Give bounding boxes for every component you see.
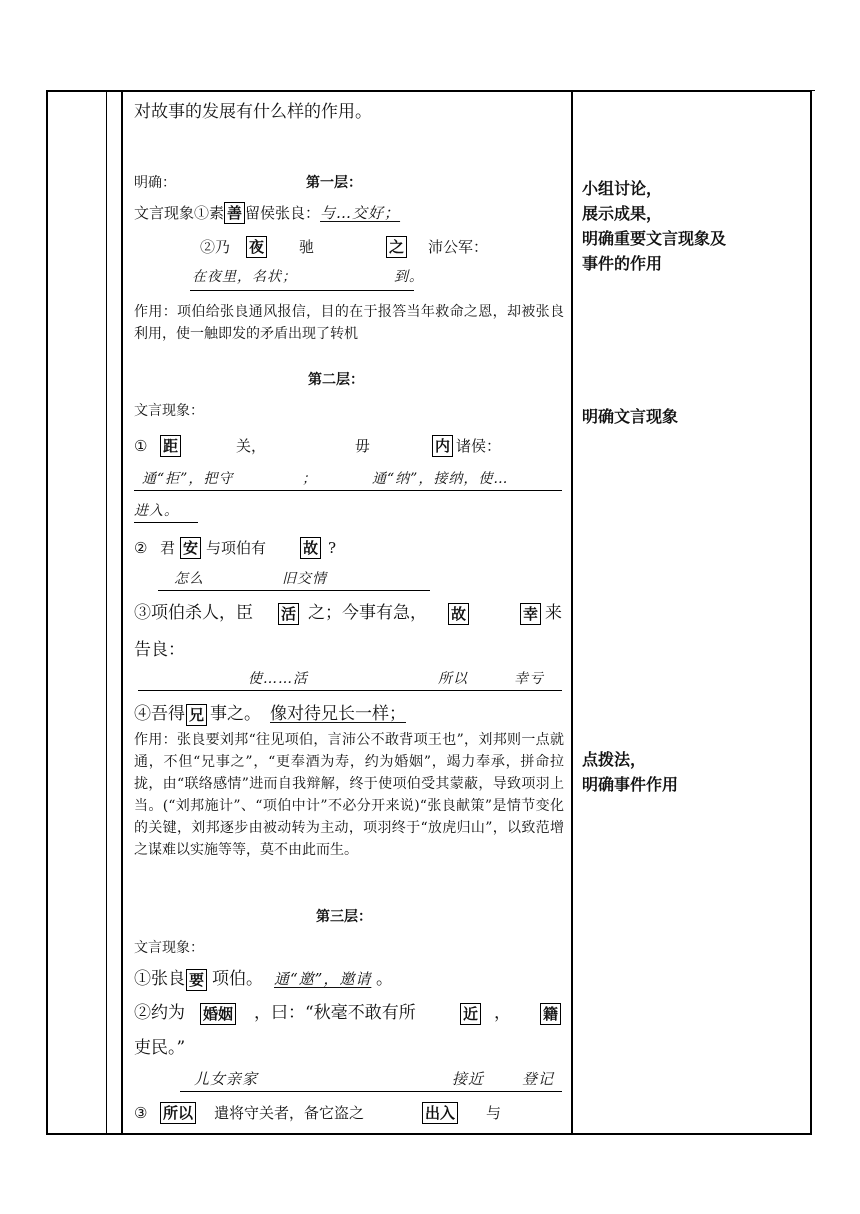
l2-q2-text3: ? [328,539,337,557]
note3-line2: 明确事件作用 [582,775,679,794]
layer3-label: 文言现象： [134,940,204,956]
l3-q1-end: 。 [376,969,393,989]
mingque-label: 明确： [134,175,176,191]
note-clarify-phenomena: 明确文言现象 [582,407,679,426]
l1-item2-post: 沛公军： [428,238,489,256]
l2-q3-text3: 来 [545,603,562,623]
boxed-word-churu: 出入 [422,1102,458,1124]
l2-q1-text1: 关， [236,437,267,455]
table-left-border [46,90,48,1135]
l1-item2-answer2: 到。 [394,269,424,285]
boxed-word-na: 内 [432,435,453,457]
l2-q4-text2: 事之。 [210,704,261,724]
l2-q1-answer3: 通“纳”，接纳，使… [372,471,509,487]
l3-q3-text2: 与 [486,1104,502,1122]
l2-q1-num: ① [134,437,148,455]
table-right-border [810,90,812,1135]
l2-q1-text2: 毋 [355,437,371,455]
l3-q1-text2: 项伯。 [212,969,263,989]
boxed-word-ye: 夜 [246,236,267,258]
boxed-word-hunyin: 婚姻 [200,1003,236,1025]
boxed-word-gu: 故 [300,537,321,559]
l2-q3-answer1: 使……活 [248,671,308,687]
l2-q2-answer2: 旧交情 [282,571,327,587]
layer2-effect: 作用：张良要刘邦“往见项伯，言沛公不敢背项王也”，刘邦则一点就通，不但“兄事之”，“更奉酒为寿，约为婚姻”，竭力奉承，拼命拉拢，由“联络感情”进而自我辩解，终于使项伯受其蒙蔽，导致项羽上当。(“刘邦施计”、“项伯中计”不必分开来说)“张良献策”是情节变化的关键，刘邦逐步由被动转为主动，项羽终于“放虎归山”，以致范增之谋难以实施等等，莫不由此而生。 [134,732,564,858]
l3-q2-text1: ②约为 [134,1003,185,1023]
note1-line2: 展示成果， [582,204,663,223]
l2-q1-text3: 诸侯： [456,437,502,455]
l2-q3-underline [138,690,562,691]
l3-q2-box1-wrap [200,1003,236,1025]
boxed-word-suoyi: 所以 [160,1102,196,1124]
l1-item2-num: ②乃 [200,238,231,256]
l3-q1-box-wrap [186,969,207,991]
l2-q4-text1: ④吾得 [134,704,185,724]
boxed-word-gu2: 故 [448,603,469,625]
l3-q3-text1: 遣将守关者，备它盗之 [214,1104,365,1122]
note-group-discussion [582,176,804,276]
note1-line1: 小组讨论， [582,179,663,198]
l2-q1-underline2 [134,522,198,523]
note3-line1: 点拨法， [582,750,647,769]
l3-q2-box3-wrap [540,1003,561,1025]
l1-item1-answer: 与…交好； [320,204,401,222]
boxed-word-yao: 要 [186,969,207,991]
boxed-word-huo: 活 [278,603,299,625]
l2-q2-num: ② [134,539,148,557]
table-col2-divider [121,90,123,1135]
intro-text: 对故事的发展有什么样的作用。 [134,102,372,122]
layer2-title: 第二层： [308,372,364,388]
l1-item2-mid: 驰 [299,238,315,256]
boxed-word-jin: 近 [460,1003,481,1025]
l2-q3-box1-wrap [278,603,299,625]
l2-q1-answer2: ； [302,471,317,487]
l2-q4-answer: 像对待兄长一样； [270,704,406,724]
l1-item2-box1-wrap [246,236,267,258]
note1-line4: 事件的作用 [582,254,663,273]
l3-q1-text1: ①张良 [134,969,185,989]
layer1-effect: 作用：项伯给张良通风报信，目的在于报答当年救命之恩，却被张良利用，使一触即发的矛盾出现了转机 [134,304,564,342]
l3-q3-box2-wrap [422,1102,458,1124]
l3-q3-box1-wrap [160,1102,196,1124]
l2-q1-box1-wrap [160,435,181,457]
l1-answer-underline [190,290,414,291]
l1-item2-box2-wrap [386,236,407,258]
l2-q1-answer1: 通“拒”，把守 [142,471,234,487]
note-guidance [582,747,678,797]
boxed-word-shan: 善 [224,202,245,224]
l3-q2-text2: ，曰：“秋毫不敢有所 [254,1003,416,1023]
l2-q2-underline [158,590,430,591]
table-top-border [46,90,811,92]
l2-q4-box-wrap [186,704,207,726]
note1-line3: 明确重要文言现象及 [582,229,727,248]
layer1-title: 第一层： [306,175,362,191]
l2-q2-text2: 与项伯有 [206,539,267,557]
layer2-label: 文言现象： [134,403,204,419]
layer1-item1 [134,202,400,224]
l3-q2-box2-wrap [460,1003,481,1025]
boxed-word-xiong: 兄 [186,704,207,726]
l3-q2-answer2: 接近 [452,1070,485,1088]
l2-q3-answer2: 所以 [438,671,468,687]
l2-q3-answer3: 幸亏 [514,671,544,687]
l3-q2-text3: ， [494,1003,511,1023]
l2-q3-text4: 告良： [134,640,185,660]
l3-q3-num: ③ [134,1104,148,1122]
boxed-word-ju: 距 [160,435,181,457]
table-col3-divider [571,90,573,1135]
l3-q2-underline [180,1091,562,1092]
boxed-word-xing: 幸 [520,603,541,625]
l1-item1-post: 留侯张良： [245,204,321,222]
l2-q3-box2-wrap [448,603,469,625]
l1-item2-answer1: 在夜里，名状； [192,269,297,285]
l3-q2-answer1: 儿女亲家 [194,1070,259,1088]
l1-item1-prefix: 文言现象①素 [134,204,225,222]
boxed-word-ji: 籍 [540,1003,561,1025]
l3-q2-text4: 吏民。” [134,1038,186,1058]
l3-q2-answer3: 登记 [522,1070,555,1088]
l2-q1-box2-wrap [432,435,453,457]
l2-q2-box1-wrap [180,537,201,559]
l2-q3-text1: ③项伯杀人，臣 [134,603,253,623]
l2-q3-box3-wrap [520,603,541,625]
boxed-word-an: 安 [180,537,201,559]
l2-q3-text2: 之；今事有急， [308,603,427,623]
l2-q2-box2-wrap [300,537,321,559]
table-bottom-border [46,1133,812,1135]
l3-q1-answer: 通“邀”，邀请 [274,970,372,988]
table-col1-divider [106,90,107,1135]
l2-q1-underline1 [134,490,562,491]
l2-q1-answer4: 进入。 [134,503,179,519]
l2-q2-answer1: 怎么 [174,571,204,587]
layer3-title: 第三层： [316,909,372,925]
boxed-word-zhi: 之 [386,236,407,258]
l2-q2-text1: 君 [160,539,176,557]
